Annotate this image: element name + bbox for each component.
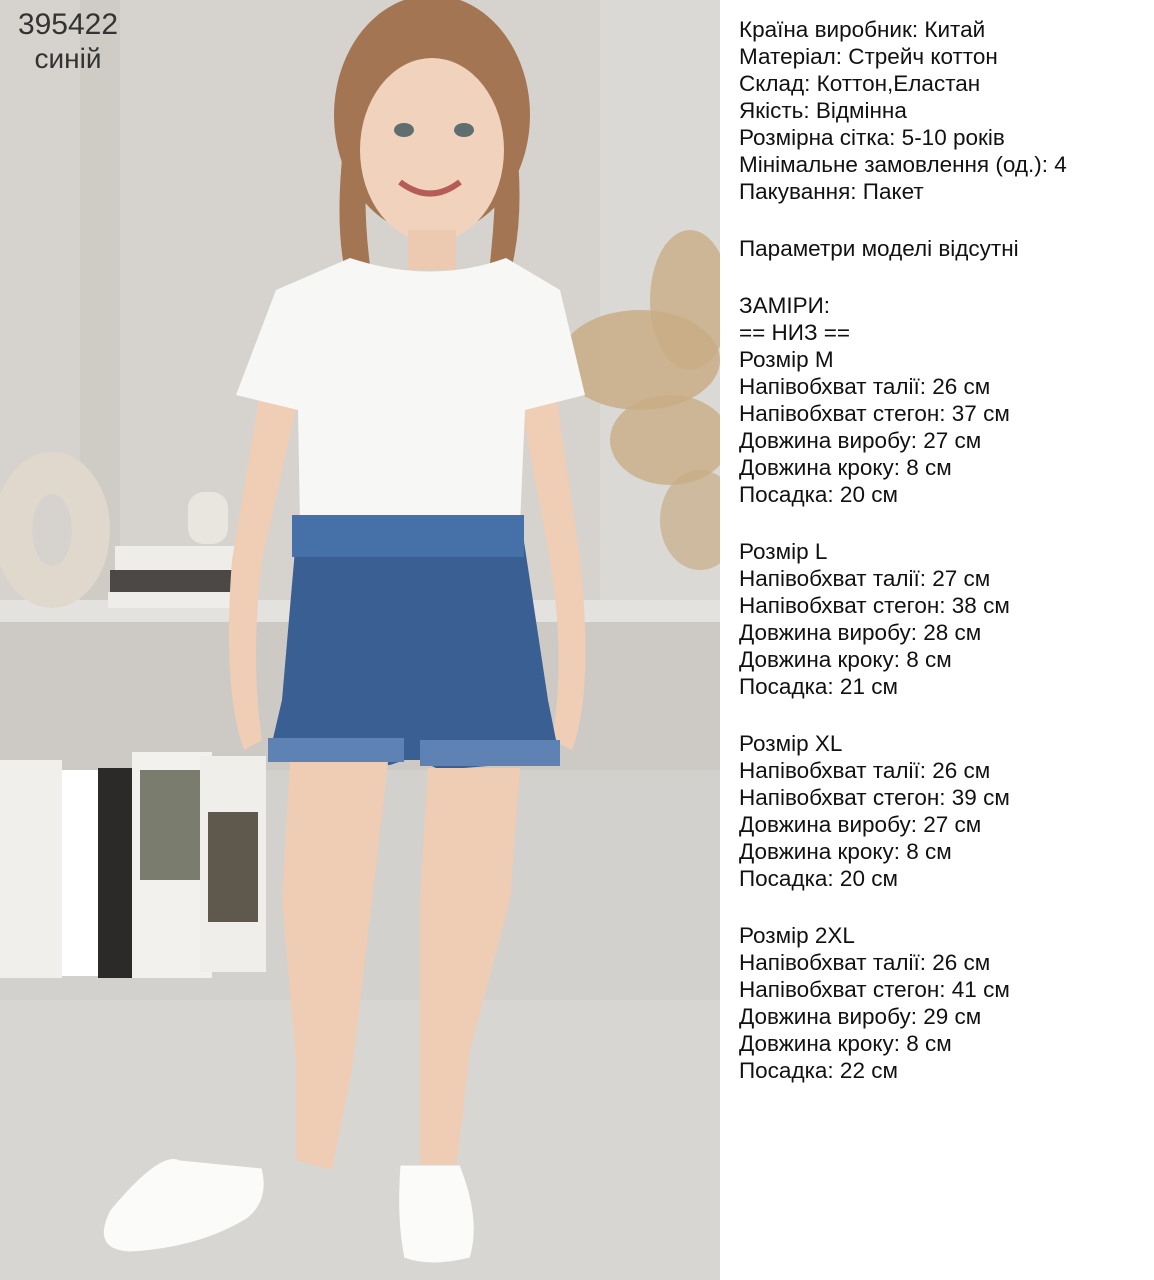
info-line: Країна виробник: Китай: [739, 17, 986, 42]
size-measure: Довжина кроку: 8 см: [739, 647, 952, 672]
size-title: Розмір M: [739, 347, 834, 372]
product-label: [8, 8, 128, 76]
info-line: Розмірна сітка: 5-10 років: [739, 125, 1005, 150]
info-line: Склад: Коттон,Еластан: [739, 71, 981, 96]
size-measure: Довжина кроку: 8 см: [739, 1031, 952, 1056]
product-code: 395422: [17, 8, 119, 41]
size-measure: Довжина виробу: 29 см: [739, 1004, 982, 1029]
size-measure: Довжина кроку: 8 см: [739, 839, 952, 864]
product-color: синій: [34, 43, 102, 74]
size-measure: Напівобхват стегон: 38 см: [739, 593, 1010, 618]
size-title: Розмір 2XL: [739, 923, 855, 948]
size-measure: Довжина кроку: 8 см: [739, 455, 952, 480]
size-measure: Довжина виробу: 28 см: [739, 620, 982, 645]
size-measure: Довжина виробу: 27 см: [739, 428, 982, 453]
floor-books: [0, 752, 266, 978]
info-line: Мінімальне замовлення (од.): 4: [739, 152, 1067, 177]
size-measure: Напівобхват стегон: 41 см: [739, 977, 1010, 1002]
info-line: Матеріал: Стрейч коттон: [739, 44, 998, 69]
measurements-title: ЗАМІРИ:: [739, 293, 831, 318]
size-measure: Посадка: 22 см: [739, 1058, 898, 1083]
model-note: Параметри моделі відсутні: [739, 236, 1019, 261]
size-measure: Посадка: 21 см: [739, 674, 898, 699]
info-line: Якість: Відмінна: [739, 98, 907, 123]
right-sneaker: [399, 1165, 475, 1263]
product-specs: [739, 16, 1149, 1084]
size-title: Розмір L: [739, 539, 828, 564]
size-measure: Посадка: 20 см: [739, 866, 898, 891]
size-title: Розмір XL: [739, 731, 843, 756]
size-measure: Напівобхват стегон: 37 см: [739, 401, 1010, 426]
info-line: Пакування: Пакет: [739, 179, 924, 204]
section-title: == НИЗ ==: [739, 320, 851, 345]
size-measure: Напівобхват талії: 26 см: [739, 758, 991, 783]
face: [360, 58, 504, 242]
size-measure: Напівобхват талії: 26 см: [739, 374, 991, 399]
size-measure: Довжина виробу: 27 см: [739, 812, 982, 837]
size-measure: Посадка: 20 см: [739, 482, 898, 507]
size-measure: Напівобхват талії: 27 см: [739, 566, 991, 591]
size-measure: Напівобхват стегон: 39 см: [739, 785, 1010, 810]
size-measure: Напівобхват талії: 26 см: [739, 950, 991, 975]
